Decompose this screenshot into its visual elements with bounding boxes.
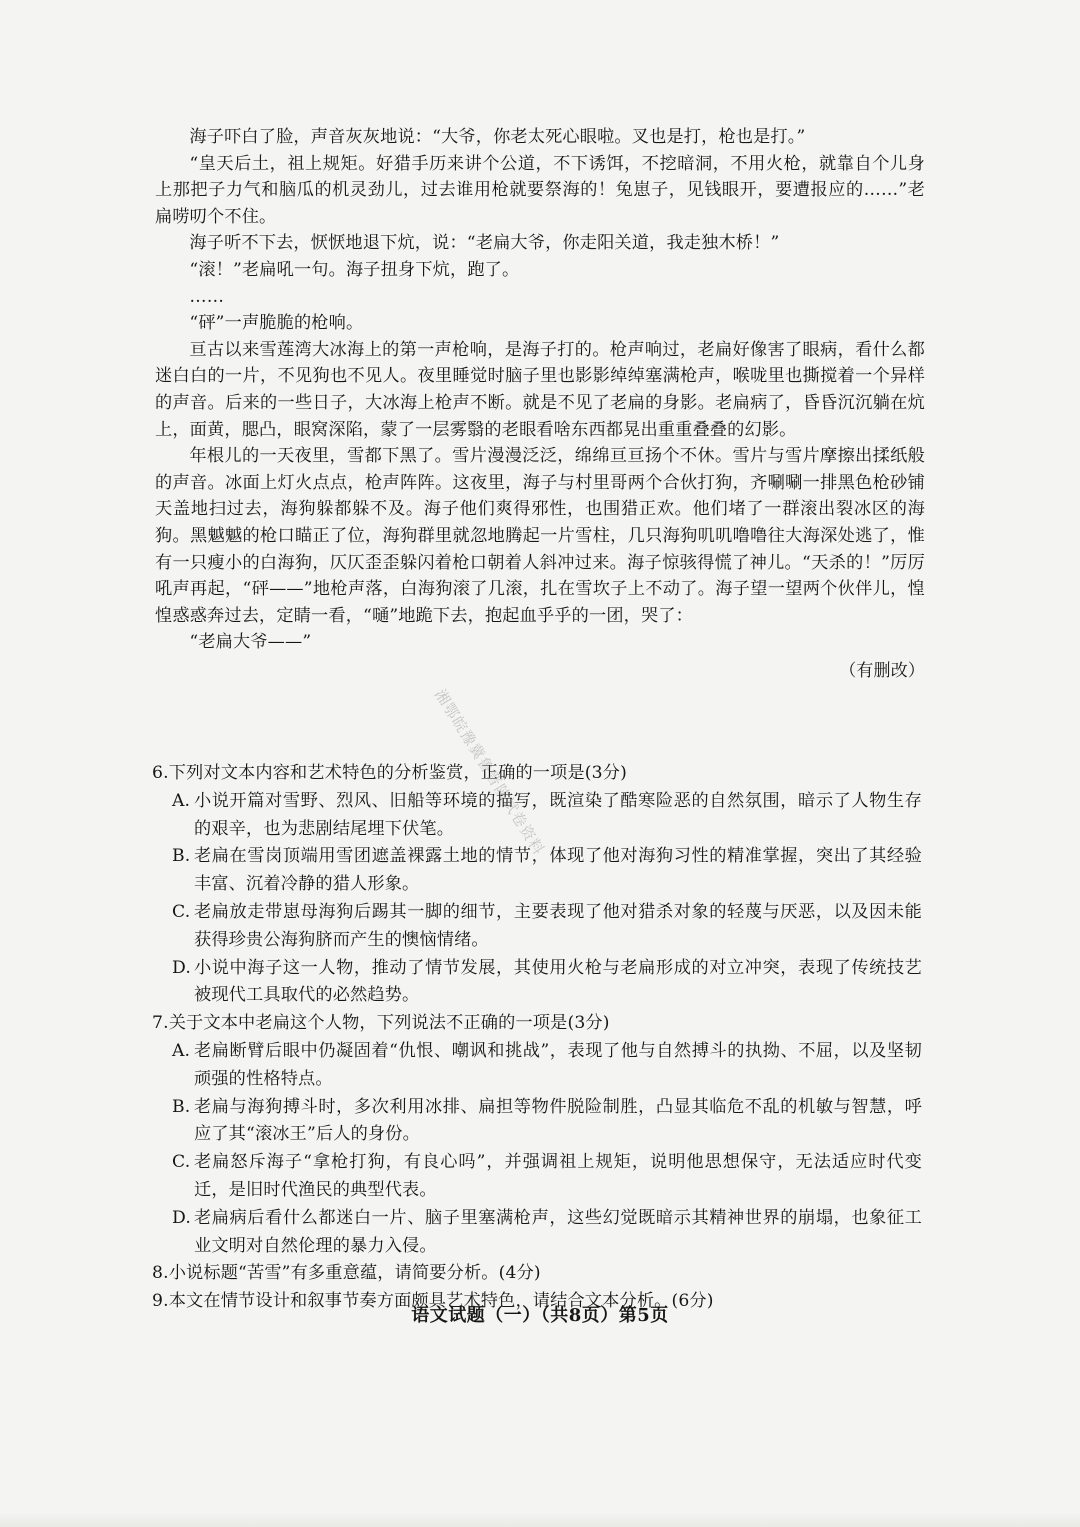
option-text: 老扁病后看什么都迷白一片、脑子里塞满枪声，这些幻觉既暗示其精神世界的崩塌，也象征工业文明对自然伦理的暴力入侵。	[194, 1207, 922, 1256]
option	[172, 788, 922, 844]
passage-paragraph: 海子听不下去，恹恹地退下炕，说：“老扁大爷，你走阳关道，我走独木桥！”	[189, 233, 780, 254]
option-text: 老扁放走带崽母海狗后踢其一脚的细节，主要表现了他对猎杀对象的轻蔑与厌恶，以及因未能获得珍贵公海狗脐而产生的懊恼情绪。	[194, 901, 922, 950]
question-stem: 7.关于文本中老扁这个人物，下列说法不正确的一项是(3分)	[152, 1013, 610, 1034]
option	[172, 843, 922, 899]
watermark: 湘鄂皖豫冀鲁晋陕试卷资料	[431, 686, 549, 859]
option-text: 老扁在雪岗顶端用雪团遮盖裸露土地的情节，体现了他对海狗习性的精准掌握，突出了其经验丰富、沉着冷静的猎人形象。	[194, 846, 922, 895]
passage-paragraph: 年根儿的一天夜里，雪都下黑了。雪片漫漫泛泛，绵绵亘亘扬个不休。雪片与雪片摩擦出揉纸般的声音。冰面上灯火点点，枪声阵阵。这夜里，海子与村里哥两个合伙打狗，齐唰唰一排黑色枪砂铺天盖地扫过去，海狗躲都躲不及。海子他们爽得邪性，也围猎正欢。他们堵了一群滚出裂冰区的海狗。黑魆魆的枪口瞄正了位，海狗群里就忽地腾起一片雪柱，几只海狗叽叽噜噜往大海深处逃了，惟有一只瘦小的白海狗，仄仄歪歪躲闪着枪口朝着人斜冲过来。海子惊骇得慌了神儿。“天杀的！”厉厉吼声再起，“砰——”地枪声落，白海狗滚了几滚，扎在雪坎子上不动了。海子望一望两个伙伴儿，惶惶惑惑奔过去，定睛一看，“嗵”地跪下去，抱起血乎乎的一团，哭了：	[155, 446, 925, 626]
option-text: 老扁断臂后眼中仍凝固着“仇恨、嘲讽和挑战”，表现了他与自然搏斗的执拗、不屈，以及坚韧顽强的性格特点。	[194, 1040, 922, 1089]
passage-paragraph: 海子吓白了脸，声音灰灰地说：“大爷，你老太死心眼啦。叉也是打，枪也是打。”	[189, 127, 806, 147]
option-label: A.	[172, 1040, 191, 1061]
scan-edge	[0, 1512, 1080, 1527]
passage-paragraph: “老扁大爷——”	[189, 632, 312, 653]
passage-ellipsis: ……	[189, 286, 225, 307]
passage	[155, 124, 925, 684]
option-label: C.	[172, 1152, 191, 1173]
question-stem: 9.本文在情节设计和叙事节奏方面颇具艺术特色，请结合文本分析。(6分)	[152, 1291, 714, 1312]
passage-paragraph: “滚！”老扁吼一句。海子扭身下炕，跑了。	[189, 259, 520, 280]
option-text: 小说开篇对雪野、烈风、旧船等环境的描写，既渲染了酷寒险恶的自然氛围，暗示了人物生存的艰辛，也为悲剧结尾埋下伏笔。	[194, 790, 922, 839]
option	[172, 1038, 922, 1094]
passage-paragraph: 亘古以来雪莲湾大冰海上的第一声枪响，是海子打的。枪声响过，老扁好像害了眼病，看什么都迷白白的一片，不见狗也不见人。夜里睡觉时脑子里也影影绰绰塞满枪声，喉咙里也撕搅着一个异样的声音。后来的一些日子，大冰海上枪声不断。就是不见了老扁的身影。老扁病了，昏昏沉沉躺在炕上，面黄，腮凸，眼窝深陷，蒙了一层雾翳的老眼看啥东西都晃出重重叠叠的幻影。	[155, 339, 925, 440]
option-label: C.	[172, 901, 191, 922]
option	[172, 1205, 922, 1261]
passage-paragraph: “砰”一声脆脆的枪响。	[189, 313, 364, 334]
option-text: 老扁与海狗搏斗时，多次利用冰排、扁担等物件脱险制胜，凸显其临危不乱的机敏与智慧，呼应了其“滚冰王”后人的身份。	[194, 1096, 922, 1145]
question-stem: 6.下列对文本内容和艺术特色的分析鉴赏，正确的一项是(3分)	[152, 763, 627, 783]
adaptation-note: （有删改）	[839, 660, 925, 681]
question-stem: 8.小说标题“苦雪”有多重意蕴，请简要分析。(4分)	[152, 1263, 541, 1284]
option-label: D.	[172, 1207, 191, 1228]
option	[172, 955, 922, 1011]
option-label: A.	[172, 790, 191, 811]
option-text: 小说中海子这一人物，推动了情节发展，其使用火枪与老扁形成的对立冲突，表现了传统技艺被现代工具取代的必然趋势。	[194, 957, 922, 1006]
option-label: D.	[172, 957, 191, 978]
passage-paragraph: “皇天后土，祖上规矩。好猎手历来讲个公道，不下诱饵，不挖暗洞，不用火枪，就靠自个儿身上那把子力气和脑瓜的机灵劲儿，过去谁用枪就要祭海的！兔崽子，见钱眼开，要遭报应的……”老扁唠叨个不住。	[155, 153, 925, 227]
option-label: B.	[172, 1096, 191, 1117]
option	[172, 899, 922, 955]
option-label: B.	[172, 846, 191, 867]
page-footer: 语文试题（一）（共8页）第5页	[411, 1305, 669, 1326]
option-text: 老扁怒斥海子“拿枪打狗，有良心吗”，并强调祖上规矩，说明他思想保守，无法适应时代变迁，是旧时代渔民的典型代表。	[194, 1152, 922, 1200]
option	[172, 1094, 922, 1150]
option	[172, 1149, 922, 1205]
